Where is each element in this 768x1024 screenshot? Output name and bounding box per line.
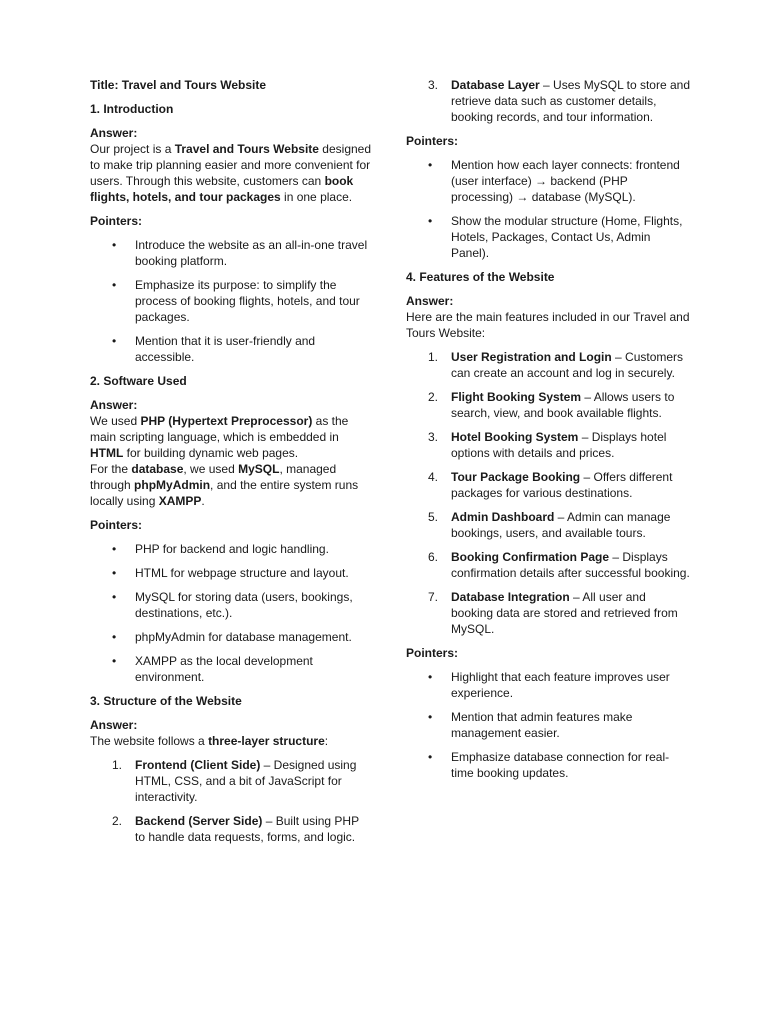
pointers-label: Pointers: <box>90 518 143 532</box>
feature-name: Frontend (Client Side) <box>135 758 261 772</box>
bold-text: book flights, hotels, and tour packages <box>90 174 354 204</box>
feature-description: – Admin can manage bookings, users, and available tours. <box>451 510 671 540</box>
numbered-list <box>406 349 691 637</box>
answer-label: Answer: <box>90 126 138 140</box>
answer-paragraph <box>90 733 372 749</box>
numbered-list <box>406 77 691 125</box>
bold-text: PHP (Hypertext Preprocessor) <box>140 414 313 428</box>
bold-text: MySQL <box>238 462 280 476</box>
list-number: 3. <box>428 430 439 444</box>
text-run: , we used <box>183 462 239 476</box>
answer-paragraph <box>90 413 372 509</box>
feature-name: User Registration and Login <box>451 350 612 364</box>
list-item: • Emphasize its purpose: to simplify the process of booking flights, hotels, and tour packages. <box>90 277 372 325</box>
list-item: • phpMyAdmin for database management. <box>90 629 372 645</box>
list-item <box>90 757 372 805</box>
list-item <box>406 349 691 381</box>
bold-text: HTML <box>90 446 124 460</box>
feature-description: – Designed using HTML, CSS, and a bit of JavaScript for interactivity. <box>135 758 357 804</box>
bullet-list <box>90 541 372 685</box>
bullet-list <box>406 669 691 781</box>
left-column <box>90 77 372 853</box>
feature-description: – Displays hotel options with details and prices. <box>451 430 667 460</box>
bold-text: phpMyAdmin <box>134 478 211 492</box>
text-run: For the <box>90 462 132 476</box>
bullet-list <box>90 237 372 365</box>
answer-paragraph <box>406 309 691 341</box>
feature-name: Tour Package Booking <box>451 470 581 484</box>
list-item <box>90 813 372 845</box>
feature-description: – Allows users to search, view, and book available flights. <box>451 390 675 420</box>
feature-name: Database Layer <box>451 78 540 92</box>
pointers-label: Pointers: <box>90 214 143 228</box>
list-item <box>406 589 691 637</box>
feature-description: – Built using PHP to handle data requests, forms, and logic. <box>135 814 359 844</box>
list-item <box>406 389 691 421</box>
list-number: 6. <box>428 550 439 564</box>
list-number: 2. <box>428 390 439 404</box>
answer-paragraph <box>90 141 372 205</box>
bold-text: database <box>131 462 184 476</box>
text-run: We used <box>90 414 141 428</box>
list-item: • Mention that it is user-friendly and accessible. <box>90 333 372 365</box>
list-item: • Emphasize database connection for real-time booking updates. <box>406 749 691 781</box>
list-item: • Mention that admin features make management easier. <box>406 709 691 741</box>
numbered-list <box>90 757 372 845</box>
text-run: The website follows a <box>90 734 209 748</box>
pointers-label: Pointers: <box>406 646 459 660</box>
feature-name: Backend (Server Side) <box>135 814 263 828</box>
feature-name: Booking Confirmation Page <box>451 550 610 564</box>
feature-description: – Offers different packages for various destinations. <box>451 470 673 500</box>
feature-description: – All user and booking data are stored and retrieved from MySQL. <box>451 590 678 636</box>
text-run: , and the entire system runs locally using <box>90 478 359 508</box>
section-heading-features: 4. Features of the Website <box>406 270 555 284</box>
text-run: as the main scripting language, which is embedded in <box>90 414 349 444</box>
section-heading-software: 2. Software Used <box>90 374 187 388</box>
answer-label: Answer: <box>406 294 454 308</box>
answer-label: Answer: <box>90 718 138 732</box>
list-item: • Mention how each layer connects: frontend (user interface) → backend (PHP processing) → database (MySQL). <box>406 157 691 205</box>
bullet-list <box>406 157 691 261</box>
list-item: • PHP for backend and logic handling. <box>90 541 372 557</box>
section-heading-introduction: 1. Introduction <box>90 102 174 116</box>
text-run: Here are the main features included in our Travel and Tours Website: <box>406 310 690 340</box>
list-item <box>406 429 691 461</box>
text-run: , managed through <box>90 462 337 492</box>
text-run: Our project is a <box>90 142 175 156</box>
list-item <box>406 509 691 541</box>
list-item: • Show the modular structure (Home, Flights, Hotels, Packages, Contact Us, Admin Panel). <box>406 213 691 261</box>
bold-text: Travel and Tours Website <box>174 142 319 156</box>
bold-text: three-layer structure <box>208 734 325 748</box>
list-number: 7. <box>428 590 439 604</box>
feature-description: – Customers can create an account and log in securely. <box>451 350 684 380</box>
pointers-label: Pointers: <box>406 134 459 148</box>
list-item <box>406 469 691 501</box>
list-number: 1. <box>112 758 123 772</box>
list-item: • MySQL for storing data (users, bookings, destinations, etc.). <box>90 589 372 621</box>
text-run: : <box>324 734 329 748</box>
list-item: • HTML for webpage structure and layout. <box>90 565 372 581</box>
answer-label: Answer: <box>90 398 138 412</box>
right-column <box>406 77 691 789</box>
list-item: • XAMPP as the local development environment. <box>90 653 372 685</box>
list-number: 5. <box>428 510 439 524</box>
feature-description: – Uses MySQL to store and retrieve data such as customer details, booking records, and tour information. <box>451 78 691 124</box>
text-run: designed to make trip planning easier and more convenient for users. Through this website, customers can <box>90 142 372 188</box>
text-run: in one place. <box>280 190 353 204</box>
list-number: 4. <box>428 470 439 484</box>
list-number: 1. <box>428 350 439 364</box>
list-number: 2. <box>112 814 123 828</box>
feature-description: – Displays confirmation details after successful booking. <box>451 550 690 580</box>
document-title: Title: Travel and Tours Website <box>90 78 267 92</box>
bold-text: XAMPP <box>158 494 202 508</box>
list-item: • Highlight that each feature improves user experience. <box>406 669 691 701</box>
text-run: . <box>201 494 205 508</box>
list-number: 3. <box>428 78 439 92</box>
feature-name: Admin Dashboard <box>451 510 555 524</box>
feature-name: Hotel Booking System <box>451 430 579 444</box>
section-heading-structure: 3. Structure of the Website <box>90 694 242 708</box>
list-item <box>406 549 691 581</box>
list-item <box>406 77 691 125</box>
text-run: for building dynamic web pages. <box>123 446 299 460</box>
feature-name: Database Integration <box>451 590 570 604</box>
feature-name: Flight Booking System <box>451 390 582 404</box>
list-item: • Introduce the website as an all-in-one travel booking platform. <box>90 237 372 269</box>
